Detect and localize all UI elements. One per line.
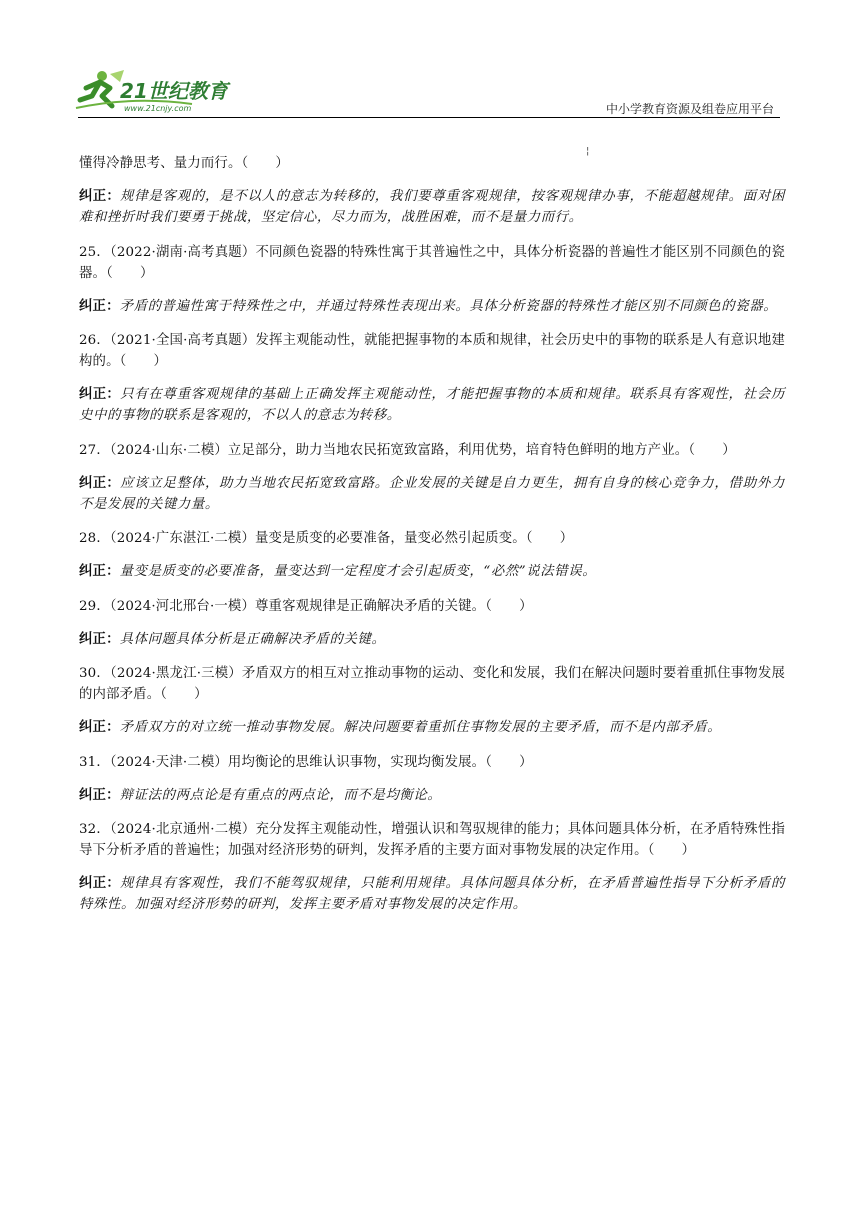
correction-label: 纠正：	[79, 298, 120, 314]
scroll-marker: ¦	[586, 146, 590, 157]
question-text: 32．（2024·北京通州·二模）充分发挥主观能动性，增强认识和驾驭规律的能力；具体问题具体分析，在矛盾特殊性指导下分析矛盾的普遍性；加强对经济形势的研判，发挥矛盾的主要方面对事物发展的决定作用。（ ）	[79, 822, 785, 858]
platform-title: 中小学教育资源及组卷应用平台	[605, 102, 774, 116]
correction-block	[79, 717, 785, 738]
correction-text: 矛盾双方的对立统一推动事物发展。解决问题要着重抓住事物发展的主要矛盾，而不是内部矛盾。	[119, 720, 722, 735]
correction-block	[79, 785, 785, 806]
correction-label: 纠正：	[79, 876, 121, 891]
question-text: 25．（2022·湖南·高考真题）不同颜色瓷器的特殊性寓于其普遍性之中，具体分析瓷器的普遍性才能区别不同颜色的瓷器。（ ）	[79, 244, 785, 281]
question-text: 30．（2024·黑龙江·三模）矛盾双方的相互对立推动事物的运动、变化和发展，我们在解决问题时要着重抓住事物发展的内部矛盾。（ ）	[79, 666, 785, 702]
svg-text:21世纪教育: 21世纪教育	[120, 79, 228, 103]
question-text: 26．（2021·全国·高考真题）发挥主观能动性，就能把握事物的本质和规律，社会历史中的事物的联系是人有意识地建构的。（ ）	[79, 333, 785, 369]
correction-label: 纠正：	[79, 475, 121, 491]
correction-text: 规律具有客观性，我们不能驾驭规律，只能利用规律。具体问题具体分析，在矛盾普遍性指导下分析矛盾的特殊性。加强对经济形势的研判，发挥主要矛盾对事物发展的决定作用。	[79, 876, 785, 912]
page-header	[0, 0, 860, 120]
correction-text: 规律是客观的，是不以人的意志为转移的，我们要尊重客观规律，按客观规律办事，不能超越规律。面对困难和挫折时我们要勇于挑战，坚定信心，尽力而为，战胜困难，而不是量力而行。	[79, 189, 785, 225]
logo-21cnjy	[72, 66, 244, 114]
correction-block	[79, 296, 785, 317]
correction-text: 具体问题具体分析是正确解决矛盾的关键。	[119, 631, 386, 647]
correction-block	[79, 873, 785, 915]
svg-text:www.21cnjy.com: www.21cnjy.com	[124, 104, 192, 113]
question-text: 28．（2024·广东湛江·二模）量变是质变的必要准备，量变必然引起质变。（ ）	[79, 531, 574, 546]
correction-block	[79, 384, 785, 426]
correction-block	[79, 473, 785, 515]
question-text: 29．（2024·河北邢台·一模）尊重客观规律是正确解决矛盾的关键。（ ）	[79, 598, 533, 614]
correction-label: 纠正：	[79, 720, 120, 735]
correction-label: 纠正：	[79, 189, 121, 204]
correction-label: 纠正：	[79, 787, 120, 803]
correction-label: 纠正：	[79, 631, 120, 647]
question-list	[79, 153, 785, 929]
question-text: 27．（2024·山东·二模）立足部分，助力当地农民拓宽致富路，利用优势，培育特色鲜明的地方产业。（ ）	[79, 442, 736, 458]
correction-text: 量变是质变的必要准备，量变达到一定程度才会引起质变，“必然”说法错误。	[119, 564, 597, 579]
question-text: 懂得冷静思考、量力而行。（ ）	[79, 156, 289, 171]
correction-text: 矛盾的普遍性寓于特殊性之中，并通过特殊性表现出来。具体分析瓷器的特殊性才能区别不同颜色的瓷器。	[119, 298, 778, 314]
correction-text: 辩证法的两点论是有重点的两点论，而不是均衡论。	[119, 787, 442, 803]
correction-label: 纠正：	[79, 387, 121, 402]
correction-text: 应该立足整体，助力当地农民拓宽致富路。企业发展的关键是自力更生，拥有自身的核心竞争力，借助外力不是发展的关键力量。	[79, 475, 785, 512]
correction-block	[79, 629, 785, 650]
correction-block	[79, 186, 785, 228]
correction-block	[79, 561, 785, 582]
correction-label: 纠正：	[79, 564, 120, 579]
question-text: 31．（2024·天津·二模）用均衡论的思维认识事物，实现均衡发展。（ ）	[79, 754, 533, 770]
correction-text: 只有在尊重客观规律的基础上正确发挥主观能动性，才能把握事物的本质和规律。联系具有客观性，社会历史中的事物的联系是客观的，不以人的意志为转移。	[79, 387, 785, 423]
header-divider	[78, 117, 780, 118]
